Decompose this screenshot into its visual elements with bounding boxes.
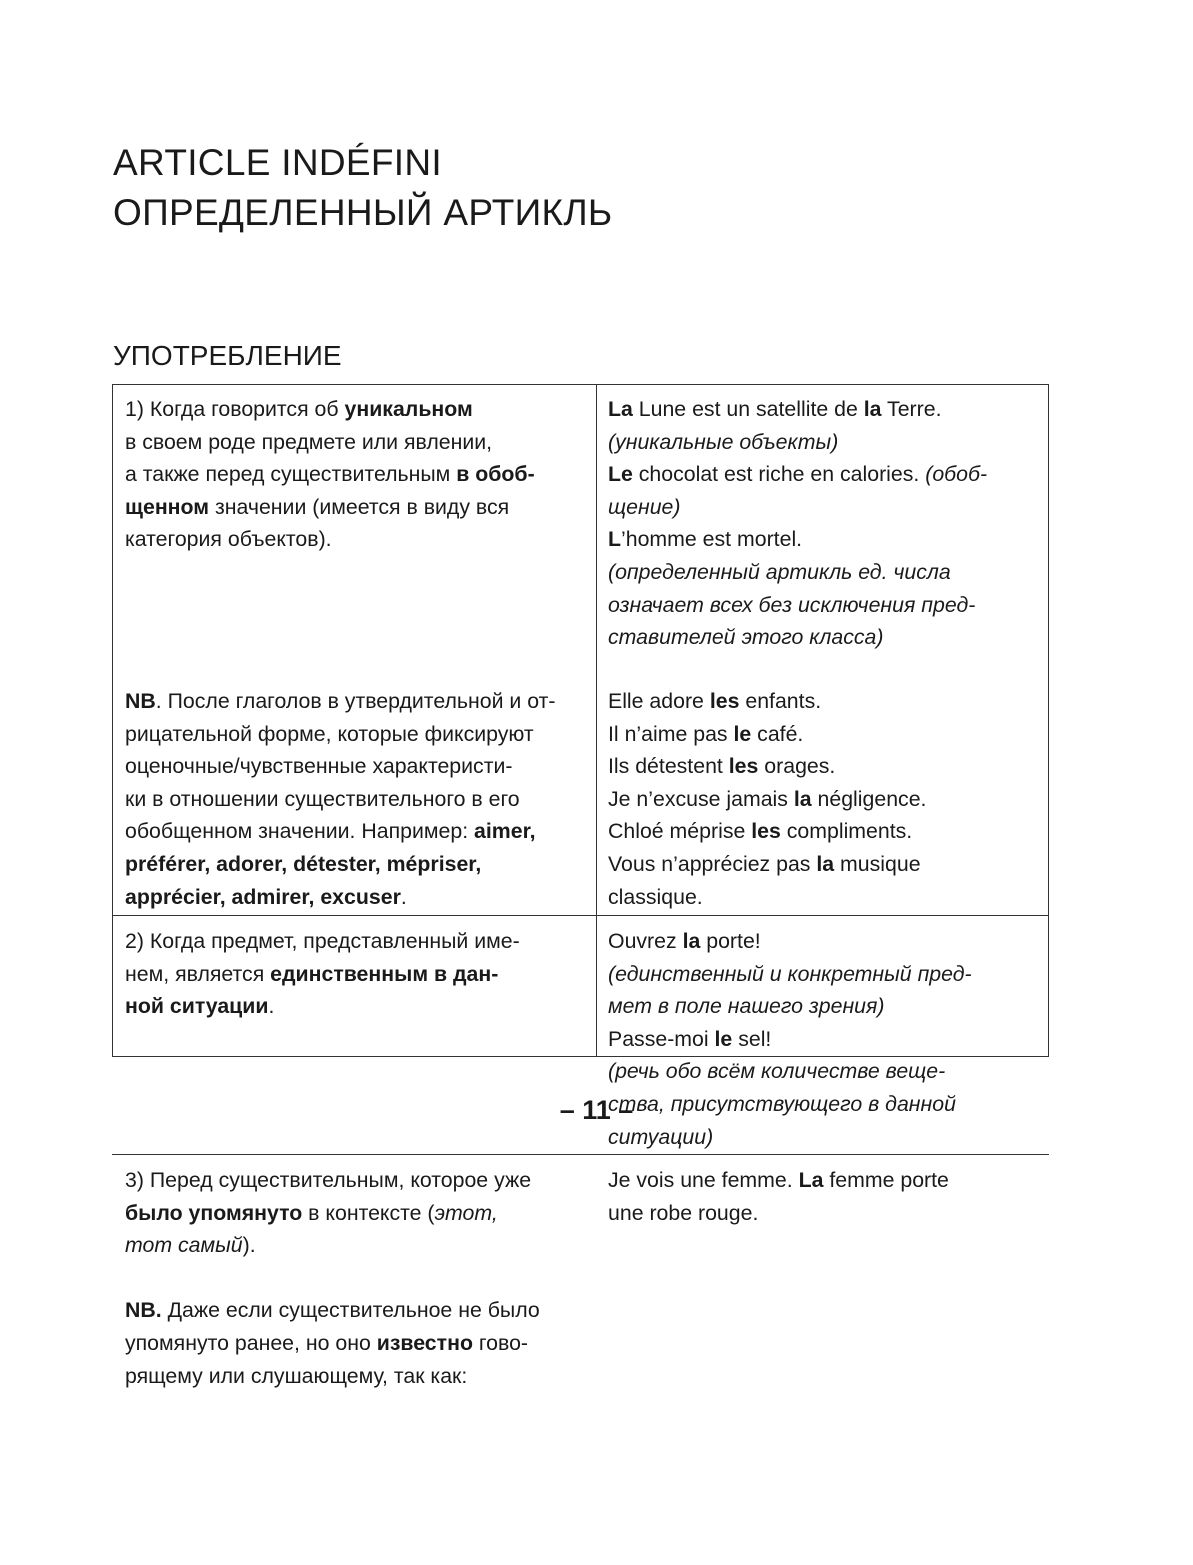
title-russian: ОПРЕДЕЛЕННЫЙ АРТИКЛЬ <box>113 192 613 233</box>
row-divider-1b <box>112 915 1049 916</box>
row1-examples: La Lune est un satellite de la Terre. (уникальные объекты) Le chocolat est riche en calories. (обоб- щение) L’homme est mortel. (определенный артикль ед. числа означает всех без исключения пред- ставителей этого класса) <box>608 397 988 650</box>
page-title <box>113 138 613 238</box>
section-title: УПОТРЕБЛЕНИЕ <box>113 340 342 371</box>
page-number: – 11 – <box>559 1095 634 1125</box>
row1-nb-text: NB. После глаголов в утвердительной и от- рицательной форме, которые фиксируют оценочные/чувственные характеристи- ки в отношении существительного в его обобщенном значении. Например: aimer, préférer, adorer, détester, mépriser, apprécier, admirer, excuser. <box>125 689 556 909</box>
row1-nb-examples: Elle adore les enfants. Il n’aime pas le café. Ils détestent les orages. Je n’excuse jamais la négligence. Chloé méprise les compliments. Vous n’appréciez pas la musique classique. <box>608 689 927 909</box>
row3-examples: Je vois une femme. La femme porte une robe rouge. <box>608 1168 949 1225</box>
row2-examples: Ouvrez la porte! (единственный и конкретный пред- мет в поле нашего зрения) Passe-moi le sel! (речь обо всём количестве веще- ства, присутствующего в данной ситуации) <box>608 929 972 1149</box>
column-divider <box>596 385 597 1056</box>
title-french: ARTICLE INDÉFINI <box>113 142 442 183</box>
row-divider-2 <box>112 1154 1049 1155</box>
row3-usage-text: 3) Перед существительным, которое уже было упомянуто в контексте (этот, тот самый). NB. Даже если существительное не было упомянуто ранее, но оно известно гово- рящему или слушающему, так как: <box>125 1168 540 1388</box>
row1-usage-text: 1) Когда говорится об уникальном в своем роде предмете или явлении, а также перед существительным в обоб- щенном значении (имеется в виду вся категория объектов). <box>125 397 535 552</box>
row2-usage-text: 2) Когда предмет, представленный име- нем, является единственным в дан- ной ситуации. <box>125 929 520 1019</box>
